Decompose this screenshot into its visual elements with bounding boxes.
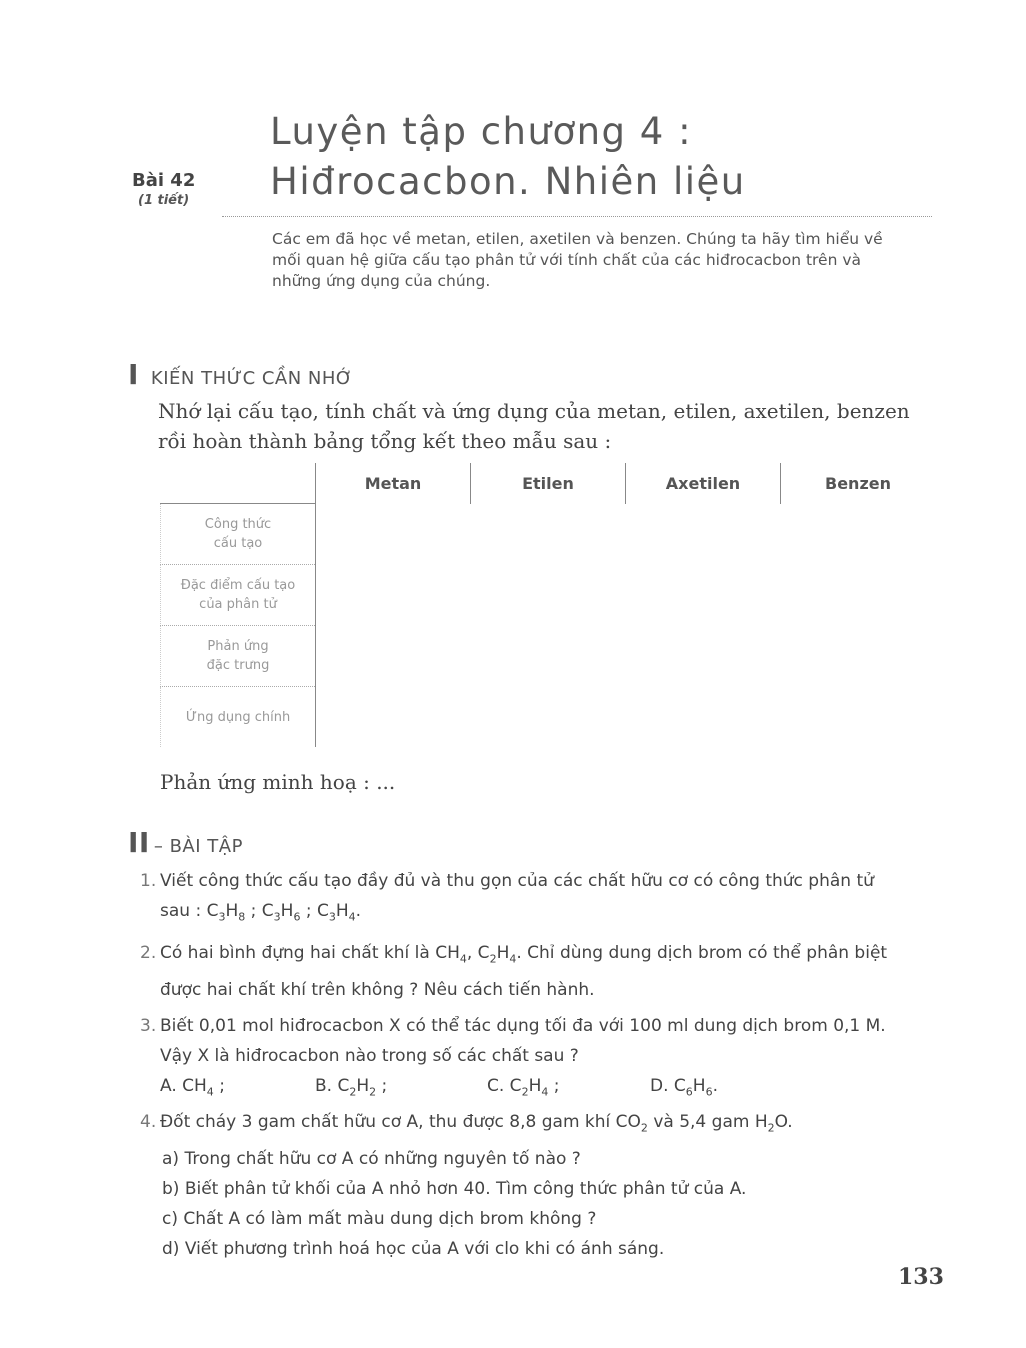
exercise-4a: a) Trong chất hữu cơ A có những nguyên tố nào ? bbox=[162, 1148, 581, 1169]
lesson-number: Bài 42 bbox=[132, 170, 196, 191]
title-line-2: Hiđrocacbon. Nhiên liệu bbox=[270, 160, 746, 203]
row-label: Công thức cấu tạo bbox=[161, 504, 316, 565]
table-row bbox=[161, 626, 936, 687]
title-divider bbox=[222, 216, 932, 217]
answer-options bbox=[160, 1071, 940, 1107]
section-1-lead bbox=[158, 396, 938, 456]
row-label: Ứng dụng chính bbox=[161, 687, 316, 748]
exercise-list bbox=[140, 866, 940, 1264]
exercise-4: 4. Đốt cháy 3 gam chất hữu cơ A, thu được 8,8 gam khí $CO_2$ và 5,4 gam $H_2O$. a) Trong chất hữu cơ A có những nguyên tố nào ? b) Biết phân tử khối của A nhỏ hơn 40. Tìm công thức phân tử của A. c) Chất A có làm mất màu dung dịch brom không ? d) Viết phương trình hoá học của A với clo khi có ánh sáng. bbox=[140, 1107, 940, 1263]
lead-line-1: Nhớ lại cấu tạo, tính chất và ứng dụng của metan, etilen, axetilen, benzen bbox=[158, 399, 910, 423]
exercise-1: 1. Viết công thức cấu tạo đầy đủ và thu gọn của các chất hữu cơ có công thức phân tử sau : $C_3H_8$ ; $C_3H_6$ ; $C_3H_4$. bbox=[140, 871, 874, 924]
option-a: A. $CH_4$ ; bbox=[160, 1075, 225, 1099]
table-row bbox=[161, 565, 936, 626]
exercise-2: 2. Có hai bình đựng hai chất khí là $CH_4$, $C_2H_4$. Chỉ dùng dung dịch brom có thể phân biệt được hai chất khí trên không ? Nêu cách tiến hành. bbox=[140, 943, 888, 1000]
table-corner bbox=[161, 463, 316, 504]
section-1-heading bbox=[128, 358, 353, 391]
lead-line-2: rồi hoàn thành bảng tổng kết theo mẫu sau : bbox=[158, 429, 612, 453]
section-1-title: KIẾN THỨC CẦN NHỚ bbox=[150, 368, 353, 389]
section-2-heading bbox=[128, 826, 243, 859]
row-label: Phản ứng đặc trưng bbox=[161, 626, 316, 687]
section-2-title: – BÀI TẬP bbox=[153, 836, 243, 857]
column-header: Benzen bbox=[781, 463, 936, 504]
table-header-row bbox=[161, 463, 936, 504]
summary-table bbox=[160, 463, 935, 747]
exercise-4b: b) Biết phân tử khối của A nhỏ hơn 40. Tìm công thức phân tử của A. bbox=[162, 1178, 747, 1199]
exercise-4d: d) Viết phương trình hoá học của A với clo khi có ánh sáng. bbox=[162, 1238, 665, 1259]
option-c: C. $C_2H_4$ ; bbox=[487, 1075, 560, 1099]
option-d: D. $C_6H_6$. bbox=[650, 1075, 718, 1099]
exercise-4c: c) Chất A có làm mất màu dung dịch brom không ? bbox=[162, 1208, 597, 1229]
lesson-duration: (1 tiết) bbox=[138, 193, 190, 208]
row-label: Đặc điểm cấu tạo của phân tử bbox=[161, 565, 316, 626]
section-1-numeral: I bbox=[128, 358, 139, 391]
exercise-3: 3. Biết 0,01 mol hiđrocacbon X có thể tác dụng tối đa với 100 ml dung dịch brom 0,1 M. Vậy X là hiđrocacbon nào trong số các chất sau ? A. $CH_4$ ; B. $C_2H_2$ ; C. $C_2H_4$ ; D. $C_6H_6$. bbox=[140, 1011, 940, 1107]
illustration-line: Phản ứng minh hoạ : ... bbox=[160, 770, 396, 794]
title-line-1: Luyện tập chương 4 : bbox=[270, 110, 693, 153]
option-b: B. $C_2H_2$ ; bbox=[315, 1075, 388, 1099]
column-header: Axetilen bbox=[626, 463, 781, 504]
page-number: 133 bbox=[898, 1264, 944, 1290]
table-row bbox=[161, 687, 936, 748]
intro-paragraph: Các em đã học về metan, etilen, axetilen và benzen. Chúng ta hãy tìm hiểu về mối quan hệ giữa cấu tạo phân tử với tính chất của các hiđrocacbon trên và những ứng dụng của chúng. bbox=[272, 230, 883, 290]
section-2-numeral: II bbox=[128, 826, 150, 859]
table-row bbox=[161, 504, 936, 565]
column-header: Etilen bbox=[471, 463, 626, 504]
column-header: Metan bbox=[316, 463, 471, 504]
